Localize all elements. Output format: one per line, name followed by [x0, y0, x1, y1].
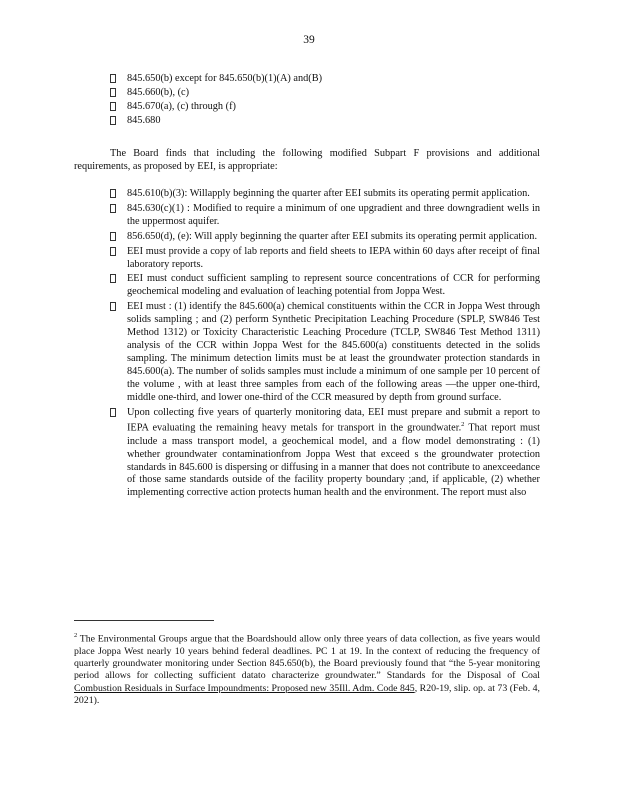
bullet-box-icon [110, 232, 116, 241]
bullet-box-icon [110, 204, 116, 213]
list-item-text: EEI must conduct sufficient sampling to represent source concentrations of CCR for performing geochemical modeling and evaluation of leaching potential from Joppa West. [127, 273, 540, 298]
bullet-box-icon [110, 274, 116, 283]
list-item-text: That report must include a mass transport model, a geochemical model, and a flow model demonstrating : (1) whether groundwater contaminationfrom Joppa West that exceed s the groundwater protection standards in 845.600 is dispersing or diffusing in a manner that does not contribute to anexceedance of those same standards outside of the facility property boundary ;and, if applicable, (2) whether implementing corrective action protects human health and the environment. The report must also [127, 422, 540, 499]
list-item-text: EEI must : (1) identify the 845.600(a) chemical constituents within the CCR in Joppa West through solids sampling ; and (2) perform Synthetic Precipitation Leaching Procedure (SPLP, SW846 Test Method 1312) or Toxicity Characteristic Leaching Procedure (TCLP, SW846 Test Method 1311) analysis of the CCR within Joppa West for the 845.600(a) constituents detected in the solids sampling. The minimum detection limits must be at least the groundwater protection standards in 845.600(a). The number of solids samples must include a minimum of one sample per 10 percent of the volume , with at least three samples from each of the following areas —the upper one-third, middle one-third, and lower one-third of the CCR measured by depth from ground surface. [127, 301, 540, 403]
list-item [110, 203, 540, 229]
list-item-text: 845.660(b), (c) [127, 86, 190, 98]
list-item [110, 301, 540, 404]
list-item [110, 273, 540, 299]
footnote-divider [74, 620, 214, 621]
footnote-citation-title: Combustion Residuals in Surface Impoundments: Proposed new 35Ill. Adm. Code 845 [74, 682, 415, 694]
bullet-box-icon [110, 408, 116, 417]
list-item-text: 845.610(b)(3): Willapply beginning the quarter after EEI submits its operating permit application. [127, 188, 530, 199]
list-item [110, 407, 540, 501]
list-item-text: 856.650(d), (e): Will apply beginning the quarter after EEI submits its operating permit application. [127, 230, 538, 242]
requirements-list [110, 188, 540, 502]
list-item-text: 845.680 [127, 114, 161, 126]
bullet-box-icon [110, 302, 116, 311]
list-item [110, 115, 540, 128]
bullet-box-icon [110, 189, 116, 198]
bullet-box-icon [110, 74, 116, 83]
list-item-text: EEI must provide a copy of lab reports and field sheets to IEPA within 60 days after receipt of final laboratory reports. [127, 245, 540, 270]
footnote-reference[interactable]: 2 [461, 421, 465, 429]
bullet-box-icon [110, 116, 116, 125]
section-list [110, 73, 540, 129]
list-item-text: 845.670(a), (c) through (f) [127, 100, 236, 112]
list-item [110, 231, 540, 244]
list-item [110, 73, 540, 86]
list-item [110, 87, 540, 100]
list-item-text: 845.630(c)(1) : Modified to require a minimum of one upgradient and three downgradient wells in the uppermost aquifer. [127, 202, 540, 227]
list-item-text: 845.650(b) except for 845.650(b)(1)(A) and(B) [127, 73, 323, 84]
footnote-marker: 2 [74, 632, 78, 639]
intro-paragraph: The Board finds that including the following modified Subpart F provisions and additional requirements, as proposed by EEI, is appropriate: [74, 148, 540, 172]
footnote-citation-tail: , R20-19, slip. op. at 73 (Feb. 4, 2021). [74, 682, 540, 707]
list-item [110, 246, 540, 272]
bullet-box-icon [110, 88, 116, 97]
bullet-box-icon [110, 247, 116, 256]
page-number: 39 [303, 34, 315, 46]
list-item [110, 188, 540, 201]
list-item-text: Upon collecting five years of quarterly monitoring data, EEI must prepare and submit a report to IEPA evaluating the remaining heavy metals for transport in the groundwater. [127, 406, 540, 434]
footnote [74, 630, 540, 708]
list-item [110, 101, 540, 114]
footnote-text: The Environmental Groups argue that the Boardshould allow only three years of data collection, as five years would place Joppa West nearly 10 years behind federal deadlines. PC 1 at 19. In the context of reducing the frequency of quarterly groundwater monitoring under Section 845.650(b), the Board previously found that “the 5-year monitoring period allows for collecting sufficient datato characterize groundwater.” Standards for the Disposal of Coal [74, 633, 540, 682]
bullet-box-icon [110, 102, 116, 111]
